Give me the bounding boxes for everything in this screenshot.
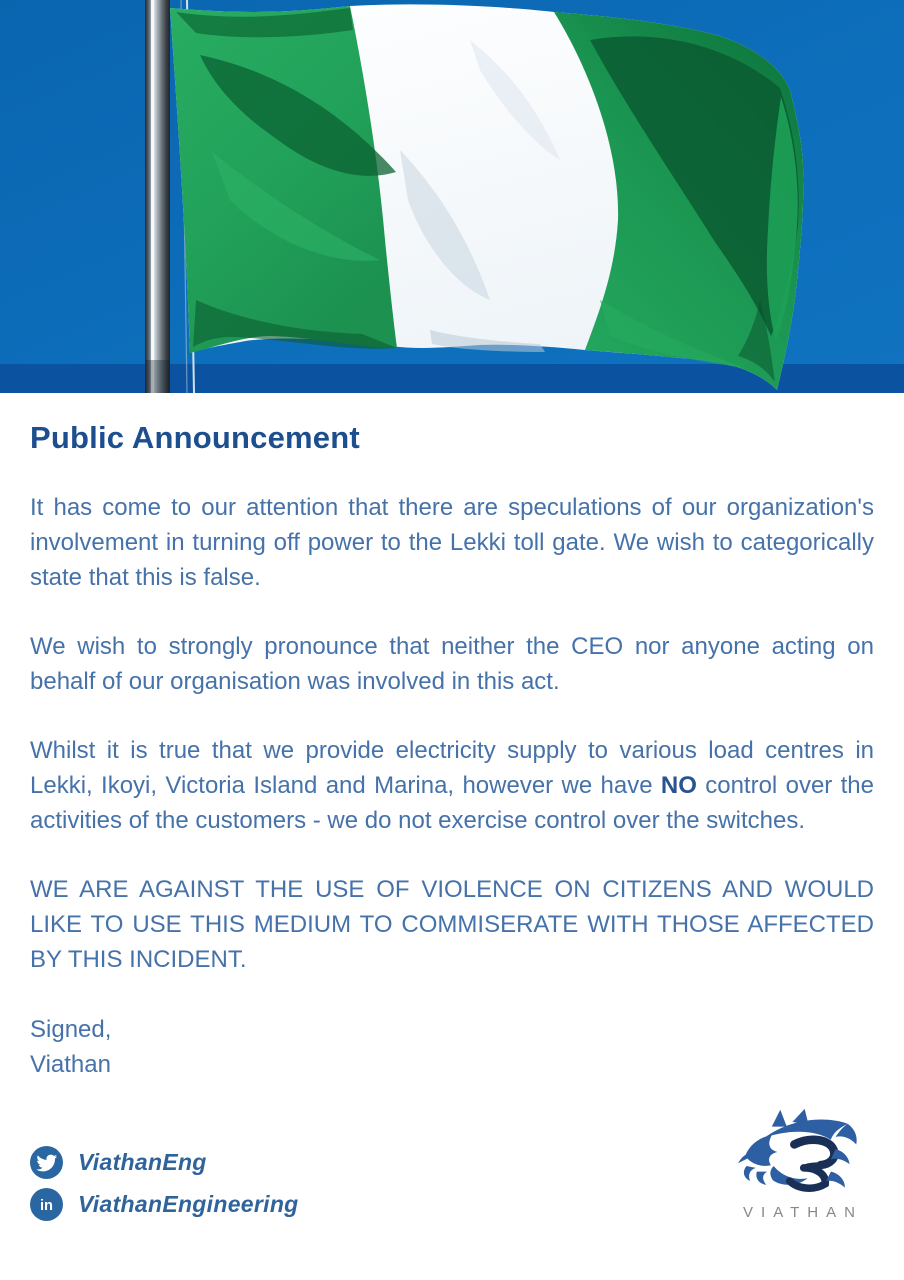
paragraphs	[30, 490, 874, 977]
signature-block	[30, 1012, 874, 1082]
flagpole	[145, 0, 170, 393]
nigerian-flag-illustration	[0, 0, 904, 393]
linkedin-in-icon	[30, 1188, 63, 1221]
body-paragraph: WE ARE AGAINST THE USE OF VIOLENCE ON CITIZENS AND WOULD LIKE TO USE THIS MEDIUM TO COMMISERATE WITH THOSE AFFECTED BY THIS INCIDENT.	[30, 876, 874, 973]
footer	[30, 1106, 874, 1221]
viathan-logo	[724, 1106, 874, 1221]
body-paragraph: It has come to our attention that there are speculations of our organization's involvement in turning off power to the Lekki toll gate. We wish to categorically state that this is false.	[30, 494, 874, 591]
viathan-dragon-icon	[735, 1106, 863, 1196]
signature-company: Viathan	[30, 1051, 111, 1078]
twitter-bird-icon	[30, 1146, 63, 1179]
linkedin-handle[interactable]: ViathanEngineering	[78, 1191, 299, 1217]
svg-text:in: in	[39, 1198, 54, 1214]
brand-wordmark: VIATHAN	[743, 1204, 863, 1221]
body-paragraph: We wish to strongly pronounce that neither the CEO nor anyone acting on behalf of our organisation was involved in this act.	[30, 633, 874, 695]
page-title: Public Announcement	[30, 420, 360, 455]
twitter-link[interactable]	[30, 1146, 299, 1179]
body-paragraph: Whilst it is true that we provide electricity supply to various load centres in Lekki, Ikoyi, Victoria Island and Marina, however we have NO control over the activities of the customers - we do not exercise control over the switches.	[30, 737, 874, 834]
twitter-handle[interactable]: ViathanEng	[78, 1149, 207, 1175]
social-links	[30, 1146, 299, 1221]
linkedin-link[interactable]	[30, 1188, 299, 1221]
flag-photo	[0, 0, 904, 393]
announcement-body	[0, 420, 904, 1221]
signature-signed: Signed,	[30, 1016, 112, 1043]
